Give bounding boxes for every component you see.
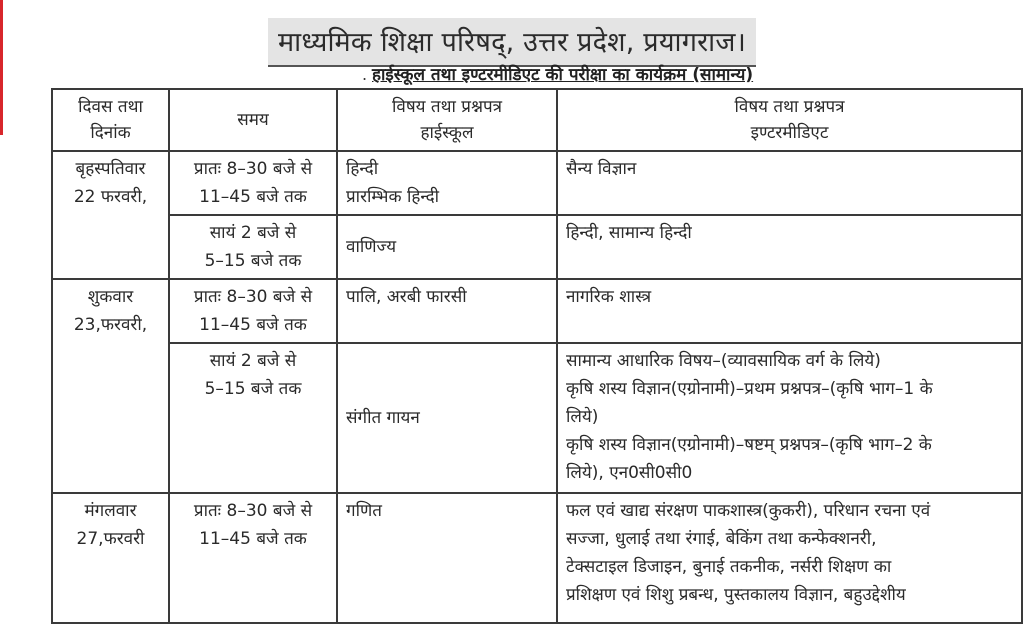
table-row [52, 493, 1022, 623]
time-cell: प्रातः 8–30 बजे से 11–45 बजे तक [169, 151, 337, 215]
time-cell: सायं 2 बजे से 5–15 बजे तक [169, 215, 337, 279]
table-header-row [52, 89, 1022, 151]
table-row [52, 151, 1022, 215]
intermediate-cell: सामान्य आधारिक विषय–(व्यावसायिक वर्ग के लिये) कृषि शस्य विज्ञान(एग्रोनामी)–प्रथम प्रश्नपत्र–(कृषि भाग–1 के लिये) कृषि शस्य विज्ञान(एग्रोनामी)–षष्टम् प्रश्नपत्र–(कृषि भाग–2 के लिये), एन0सी0सी0 [557, 343, 1022, 493]
time-cell: प्रातः 8–30 बजे से 11–45 बजे तक [169, 493, 337, 623]
subtitle-dot: . [362, 65, 368, 84]
header-highschool: विषय तथा प्रश्नपत्र हाईस्कूल [337, 89, 557, 151]
time-cell: सायं 2 बजे से 5–15 बजे तक [169, 343, 337, 493]
time-cell: प्रातः 8–30 बजे से 11–45 बजे तक [169, 279, 337, 343]
day-cell: मंगलवार 27,फरवरी [52, 493, 169, 623]
day-cell: शुकवार 23,फरवरी, [52, 279, 169, 493]
title-area [0, 18, 1024, 67]
highschool-cell: पालि, अरबी फारसी [337, 279, 557, 343]
highschool-cell: संगीत गायन [337, 343, 557, 493]
table-row [52, 279, 1022, 343]
header-intermediate: विषय तथा प्रश्नपत्र इण्टरमीडिएट [557, 89, 1022, 151]
header-day-date: दिवस तथा दिनांक [52, 89, 169, 151]
intermediate-cell: फल एवं खाद्य संरक्षण पाकशास्त्र(कुकरी), परिधान रचना एवं सज्जा, धुलाई तथा रंगाई, बेकिंग तथा कन्फेक्शनरी, टेक्सटाइल डिजाइन, बुनाई तकनीक, नर्सरी शिक्षण का प्रशिक्षण एवं शिशु प्रबन्ध, पुस्तकालय विज्ञान, बहुउद्देशीय [557, 493, 1022, 623]
header-time: समय [169, 89, 337, 151]
table-row [52, 215, 1022, 279]
exam-schedule-table [51, 88, 1023, 624]
table-row [52, 343, 1022, 493]
page-subtitle: हाईस्कूल तथा इण्टरमीडिएट की परीक्षा का कार्यक्रम (सामान्य) [372, 65, 754, 85]
intermediate-cell: सैन्य विज्ञान [557, 151, 1022, 215]
highschool-cell: गणित [337, 493, 557, 623]
highschool-cell: हिन्दी प्रारम्भिक हिन्दी [337, 151, 557, 215]
intermediate-cell: हिन्दी, सामान्य हिन्दी [557, 215, 1022, 279]
page-title: माध्यमिक शिक्षा परिषद्, उत्तर प्रदेश, प्रयागराज। [268, 18, 756, 67]
highschool-cell: वाणिज्य [337, 215, 557, 279]
day-cell: बृहस्पतिवार 22 फरवरी, [52, 151, 169, 279]
intermediate-cell: नागरिक शास्त्र [557, 279, 1022, 343]
